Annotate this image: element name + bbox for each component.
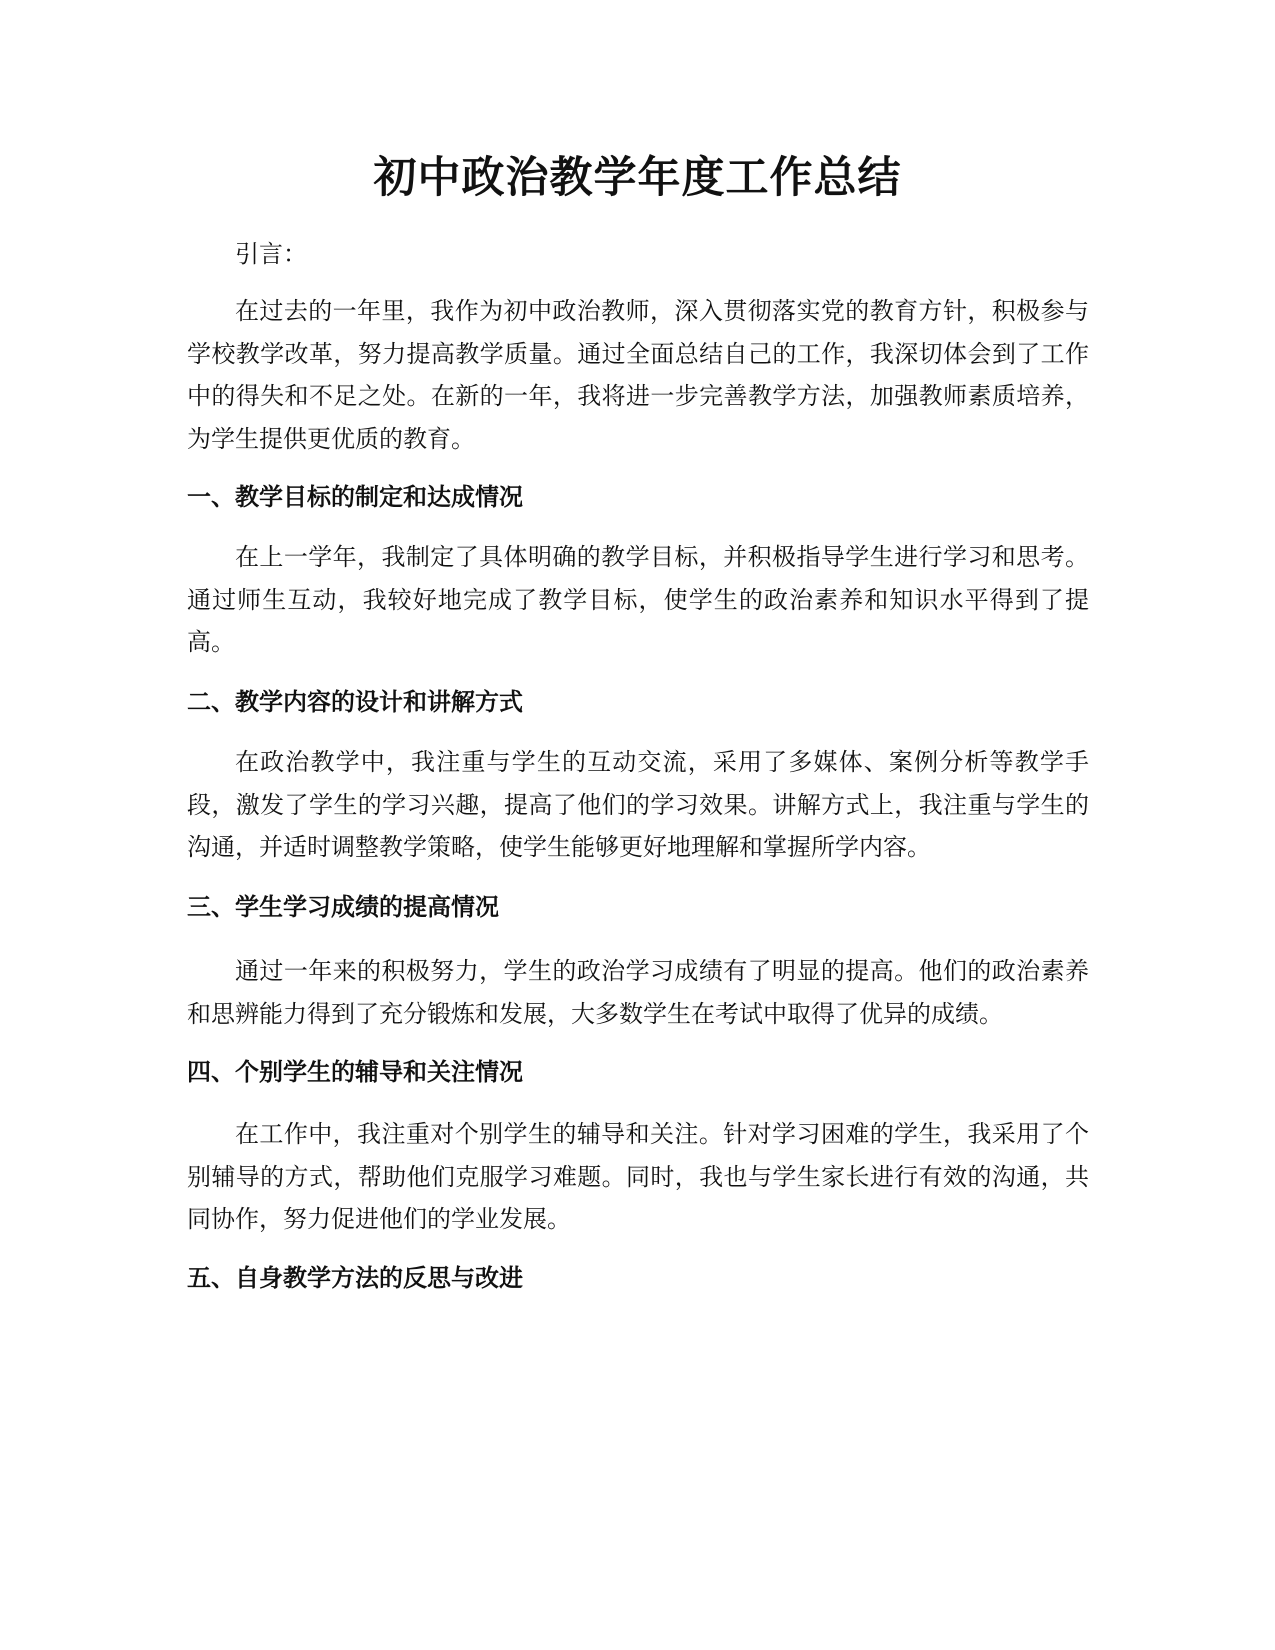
section-heading-4: 四、个别学生的辅导和关注情况 <box>187 1058 523 1086</box>
section-body-3: 通过一年来的积极努力，学生的政治学习成绩有了明显的提高。他们的政治素养和思辨能力得到了充分锻炼和发展，大多数学生在考试中取得了优异的成绩。 <box>187 957 1089 1028</box>
intro-label: 引言： <box>235 240 307 268</box>
section-heading-3: 三、学生学习成绩的提高情况 <box>187 893 499 921</box>
section-heading-1: 一、教学目标的制定和达成情况 <box>187 483 523 511</box>
section-body-1: 在上一学年，我制定了具体明确的教学目标，并积极指导学生进行学习和思考。通过师生互动，我较好地完成了教学目标，使学生的政治素养和知识水平得到了提高。 <box>187 543 1089 656</box>
document-title: 初中政治教学年度工作总结 <box>373 153 902 203</box>
intro-paragraph: 在过去的一年里，我作为初中政治教师，深入贯彻落实党的教育方针，积极参与学校教学改革，努力提高教学质量。通过全面总结自己的工作，我深切体会到了工作中的得失和不足之处。在新的一年，我将进一步完善教学方法，加强教师素质培养，为学生提供更优质的教育。 <box>187 297 1089 453</box>
section-heading-2: 二、教学内容的设计和讲解方式 <box>187 688 523 716</box>
section-body-2: 在政治教学中，我注重与学生的互动交流，采用了多媒体、案例分析等教学手段，激发了学生的学习兴趣，提高了他们的学习效果。讲解方式上，我注重与学生的沟通，并适时调整教学策略，使学生能够更好地理解和掌握所学内容。 <box>187 748 1089 861</box>
section-heading-5: 五、自身教学方法的反思与改进 <box>187 1264 523 1292</box>
section-body-4: 在工作中，我注重对个别学生的辅导和关注。针对学习困难的学生，我采用了个别辅导的方式，帮助他们克服学习难题。同时，我也与学生家长进行有效的沟通，共同协作，努力促进他们的学业发展。 <box>187 1120 1089 1233</box>
